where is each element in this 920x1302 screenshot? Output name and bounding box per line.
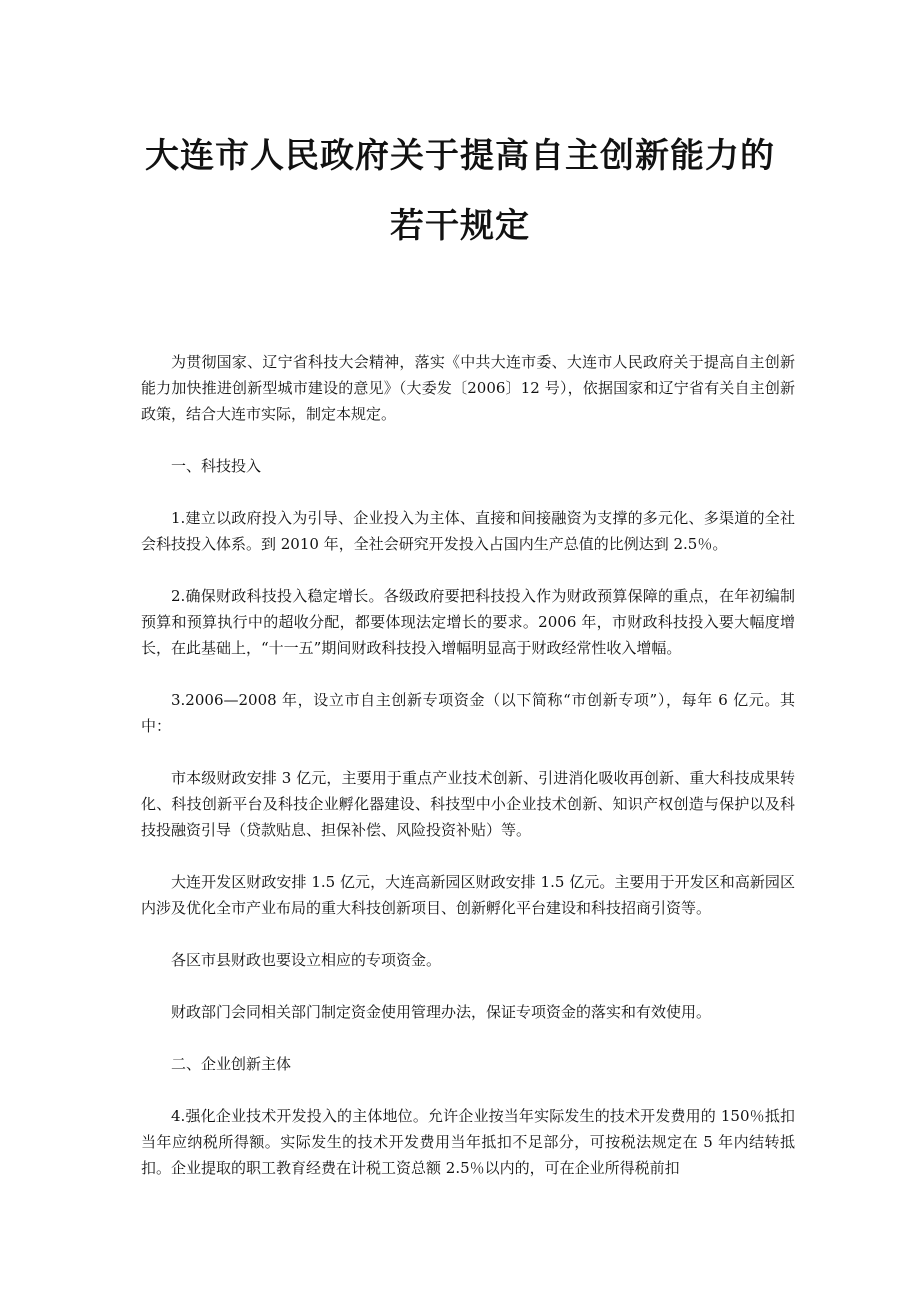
item-3-sub-4-paragraph: 财政部门会同相关部门制定资金使用管理办法，保证专项资金的落实和有效使用。	[171, 1003, 712, 1021]
document-title-line-1: 大连市人民政府关于提高自主创新能力的	[145, 136, 775, 176]
item-3-sub-1-paragraph: 市本级财政安排 3 亿元，主要用于重点产业技术创新、引进消化吸收再创新、重大科技成果转化、科技创新平台及科技企业孵化器建设、科技型中小企业技术创新、知识产权创造与保护以及科技投融资引导（贷款贴息、担保补偿、风险投资补贴）等。	[141, 769, 795, 839]
item-3-paragraph: 3.2006—2008 年，设立市自主创新专项资金（以下简称“市创新专项”），每年 6 亿元。其中：	[141, 691, 795, 735]
document-title-line-2: 若干规定	[390, 206, 530, 246]
section-heading-2: 二、企业创新主体	[171, 1055, 292, 1073]
document-body	[141, 349, 795, 1207]
item-4-paragraph: 4.强化企业技术开发投入的主体地位。允许企业按当年实际发生的技术开发费用的 150％抵扣当年应纳税所得额。实际发生的技术开发费用当年抵扣不足部分，可按税法规定在 5 年内结转抵扣。企业提取的职工教育经费在计税工资总额 2.5％以内的，可在企业所得税前扣	[141, 1107, 795, 1177]
intro-paragraph: 为贯彻国家、辽宁省科技大会精神，落实《中共大连市委、大连市人民政府关于提高自主创新能力加快推进创新型城市建设的意见》（大委发〔2006〕12 号），依据国家和辽宁省有关自主创新政策，结合大连市实际，制定本规定。	[141, 353, 795, 423]
item-1-paragraph: 1.建立以政府投入为引导、企业投入为主体、直接和间接融资为支撑的多元化、多渠道的全社会科技投入体系。到 2010 年，全社会研究开发投入占国内生产总值的比例达到 2.5％。	[141, 509, 795, 553]
item-3-sub-2-paragraph: 大连开发区财政安排 1.5 亿元，大连高新园区财政安排 1.5 亿元。主要用于开发区和高新园区内涉及优化全市产业布局的重大科技创新项目、创新孵化平台建设和科技招商引资等。	[141, 873, 795, 917]
item-3-sub-3-paragraph: 各区市县财政也要设立相应的专项资金。	[171, 951, 442, 969]
section-heading-1: 一、科技投入	[171, 457, 262, 475]
item-2-paragraph: 2.确保财政科技投入稳定增长。各级政府要把科技投入作为财政预算保障的重点，在年初编制预算和预算执行中的超收分配，都要体现法定增长的要求。2006 年，市财政科技投入要大幅度增长，在此基础上，“十一五”期间财政科技投入增幅明显高于财政经常性收入增幅。	[141, 587, 795, 657]
